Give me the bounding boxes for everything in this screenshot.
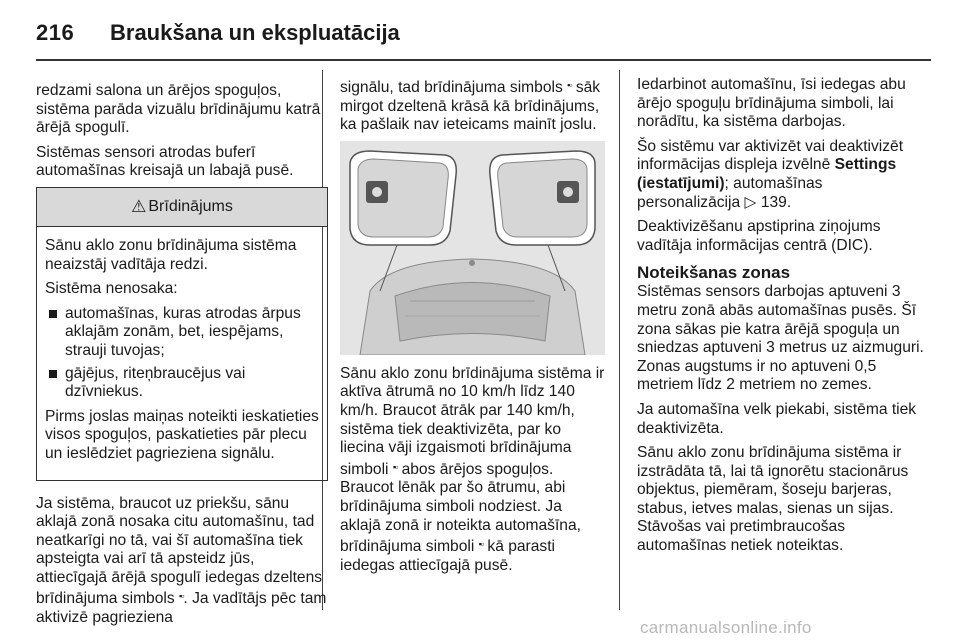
warning-body xyxy=(37,227,327,480)
paragraph: Sānu aklo zonu brīdinājuma sistēma ir izstrādāta tā, lai tā ignorētu stacionārus objektus, piemēram, šoseju barjeras, stabus, ietves malas, sienas un sijas. Stāvošas vai pretimbraucošas automašīnas netiek noteiktas. xyxy=(637,444,909,555)
square-bullet-icon xyxy=(49,370,57,378)
blind-spot-symbol-icon: ▪▫ xyxy=(392,461,398,472)
warning-title: Brīdinājums xyxy=(148,197,233,215)
paragraph: Pirms joslas maiņas noteikti ieskatieties visos spoguļos, paskatieties pār plecu un ieslēdziet pagrieziena signālu. xyxy=(45,407,319,462)
header-rule xyxy=(36,59,931,61)
mirror-illustration xyxy=(340,141,605,355)
paragraph: Deaktivizēšanu apstiprina ziņojums vadītāja informācijas centrā (DIC). xyxy=(637,218,881,254)
warning-list xyxy=(45,305,319,402)
warning-triangle-icon: ⚠ xyxy=(131,196,147,216)
page-number: 216 xyxy=(36,20,75,45)
mirror-illustration-svg xyxy=(340,141,605,355)
paragraph xyxy=(36,495,328,628)
paragraph: Sistēma nenosaka: xyxy=(45,280,178,298)
text-run: Ja sistēma, braucot uz priekšu, sānu aklajā zonā nosaka citu automašīnu, tad neatkarīgi no tā, vai šī automašīna tiek apsteigta vai arī tā apsteidz jūs, attiecīgajā ārējā spogulī iedegas dzeltens brīdinājuma simbols xyxy=(36,494,323,608)
paragraph: Sistēmas sensors darbojas aptuveni 3 metru zonā abās automašīnas pusēs. Šī zona sākas pie katra ārējā spoguļa un sniedzas aptuveni 3 metrus uz aizmuguri. Zonas augstums ir no aptuveni 0,5 metriem līdz 2 metriem no zemes. xyxy=(637,283,924,394)
list-item xyxy=(45,365,319,402)
section-heading: Noteikšanas zonas xyxy=(637,263,791,283)
paragraph: Ja automašīna velk piekabi, sistēma tiek deaktivizēta. xyxy=(637,400,917,437)
blind-spot-symbol-icon: ▪▫ xyxy=(478,539,484,550)
text-run: Šo sistēmu var aktivizēt vai deaktivizēt informācijas displeja izvēlnē xyxy=(637,137,904,174)
paragraph xyxy=(340,365,605,576)
paragraph: Iedarbinot automašīnu, īsi iedegas abu ārējo spoguļu brīdinājuma simboli, lai norādītu, ka sistēma darbojas. xyxy=(637,76,906,131)
text-run: sāk mirgot dzeltenā krāsā kā brīdinājums, ka pašlaik nav ieteicams mainīt joslu. xyxy=(340,79,601,134)
paragraph xyxy=(637,138,927,212)
paragraph: Sānu aklo zonu brīdinājuma sistēma neaizstāj vadītāja redzi. xyxy=(45,236,297,273)
text-run: signālu, tad brīdinājuma simbols xyxy=(340,79,568,96)
text-run: . Ja vadītājs pēc tam aktivizē pagrieziena xyxy=(36,590,327,627)
column-3 xyxy=(637,76,927,562)
text-run: kā parasti iedegas attiecīgajā pusē. xyxy=(340,538,556,574)
watermark: carmanualsonline.info xyxy=(640,618,812,637)
column-2 xyxy=(340,76,605,581)
column-1 xyxy=(36,82,328,634)
warning-header xyxy=(37,188,327,227)
list-item xyxy=(45,305,319,361)
blind-spot-symbol-icon: ▪▫ xyxy=(179,591,184,602)
page-header-title: Braukšana un ekspluatācija xyxy=(110,20,400,45)
list-item-text: gājējus, riteņbraucējus vai dzīvniekus. xyxy=(65,364,246,401)
paragraph: Sistēmas sensori atrodas buferī automašīnas kreisajā un labajā pusē. xyxy=(36,143,294,180)
blind-spot-symbol-icon: ▪▫ xyxy=(567,80,572,90)
page-reference-arrow-icon: ▷ xyxy=(744,193,757,211)
text-run: Sānu aklo zonu brīdinājuma sistēma ir aktīva ātrumā no 10 km/h līdz 140 km/h. Braucot ātrāk par 140 km/h, sistēma tiek deaktivizēta, par ko liecina vāji izgaismoti brīdinājuma simboli xyxy=(340,364,605,478)
text-run: abos ārējos spoguļos. Braucot lēnāk par šo ātrumu, abi brīdinājuma simboli nodziest. Ja aklajā zonā ir noteikta automašīna, brīdinājuma simboli xyxy=(340,460,581,556)
paragraph: redzami salona un ārējos spoguļos, sistēma parāda vizuālu brīdinājumu katrā ārējā spogulī. xyxy=(36,82,321,137)
text-run: ; automašīnas personalizācija xyxy=(637,174,823,211)
paragraph xyxy=(340,76,605,135)
settings-menu-label: Settings (iestatījumi) xyxy=(637,156,897,192)
column-divider xyxy=(619,70,620,610)
square-bullet-icon xyxy=(49,310,57,318)
text-run: 139. xyxy=(756,193,792,211)
list-item-text: automašīnas, kuras atrodas ārpus aklajām zonām, bet, iespējams, strauji tuvojas; xyxy=(65,304,301,359)
warning-box xyxy=(36,187,328,481)
